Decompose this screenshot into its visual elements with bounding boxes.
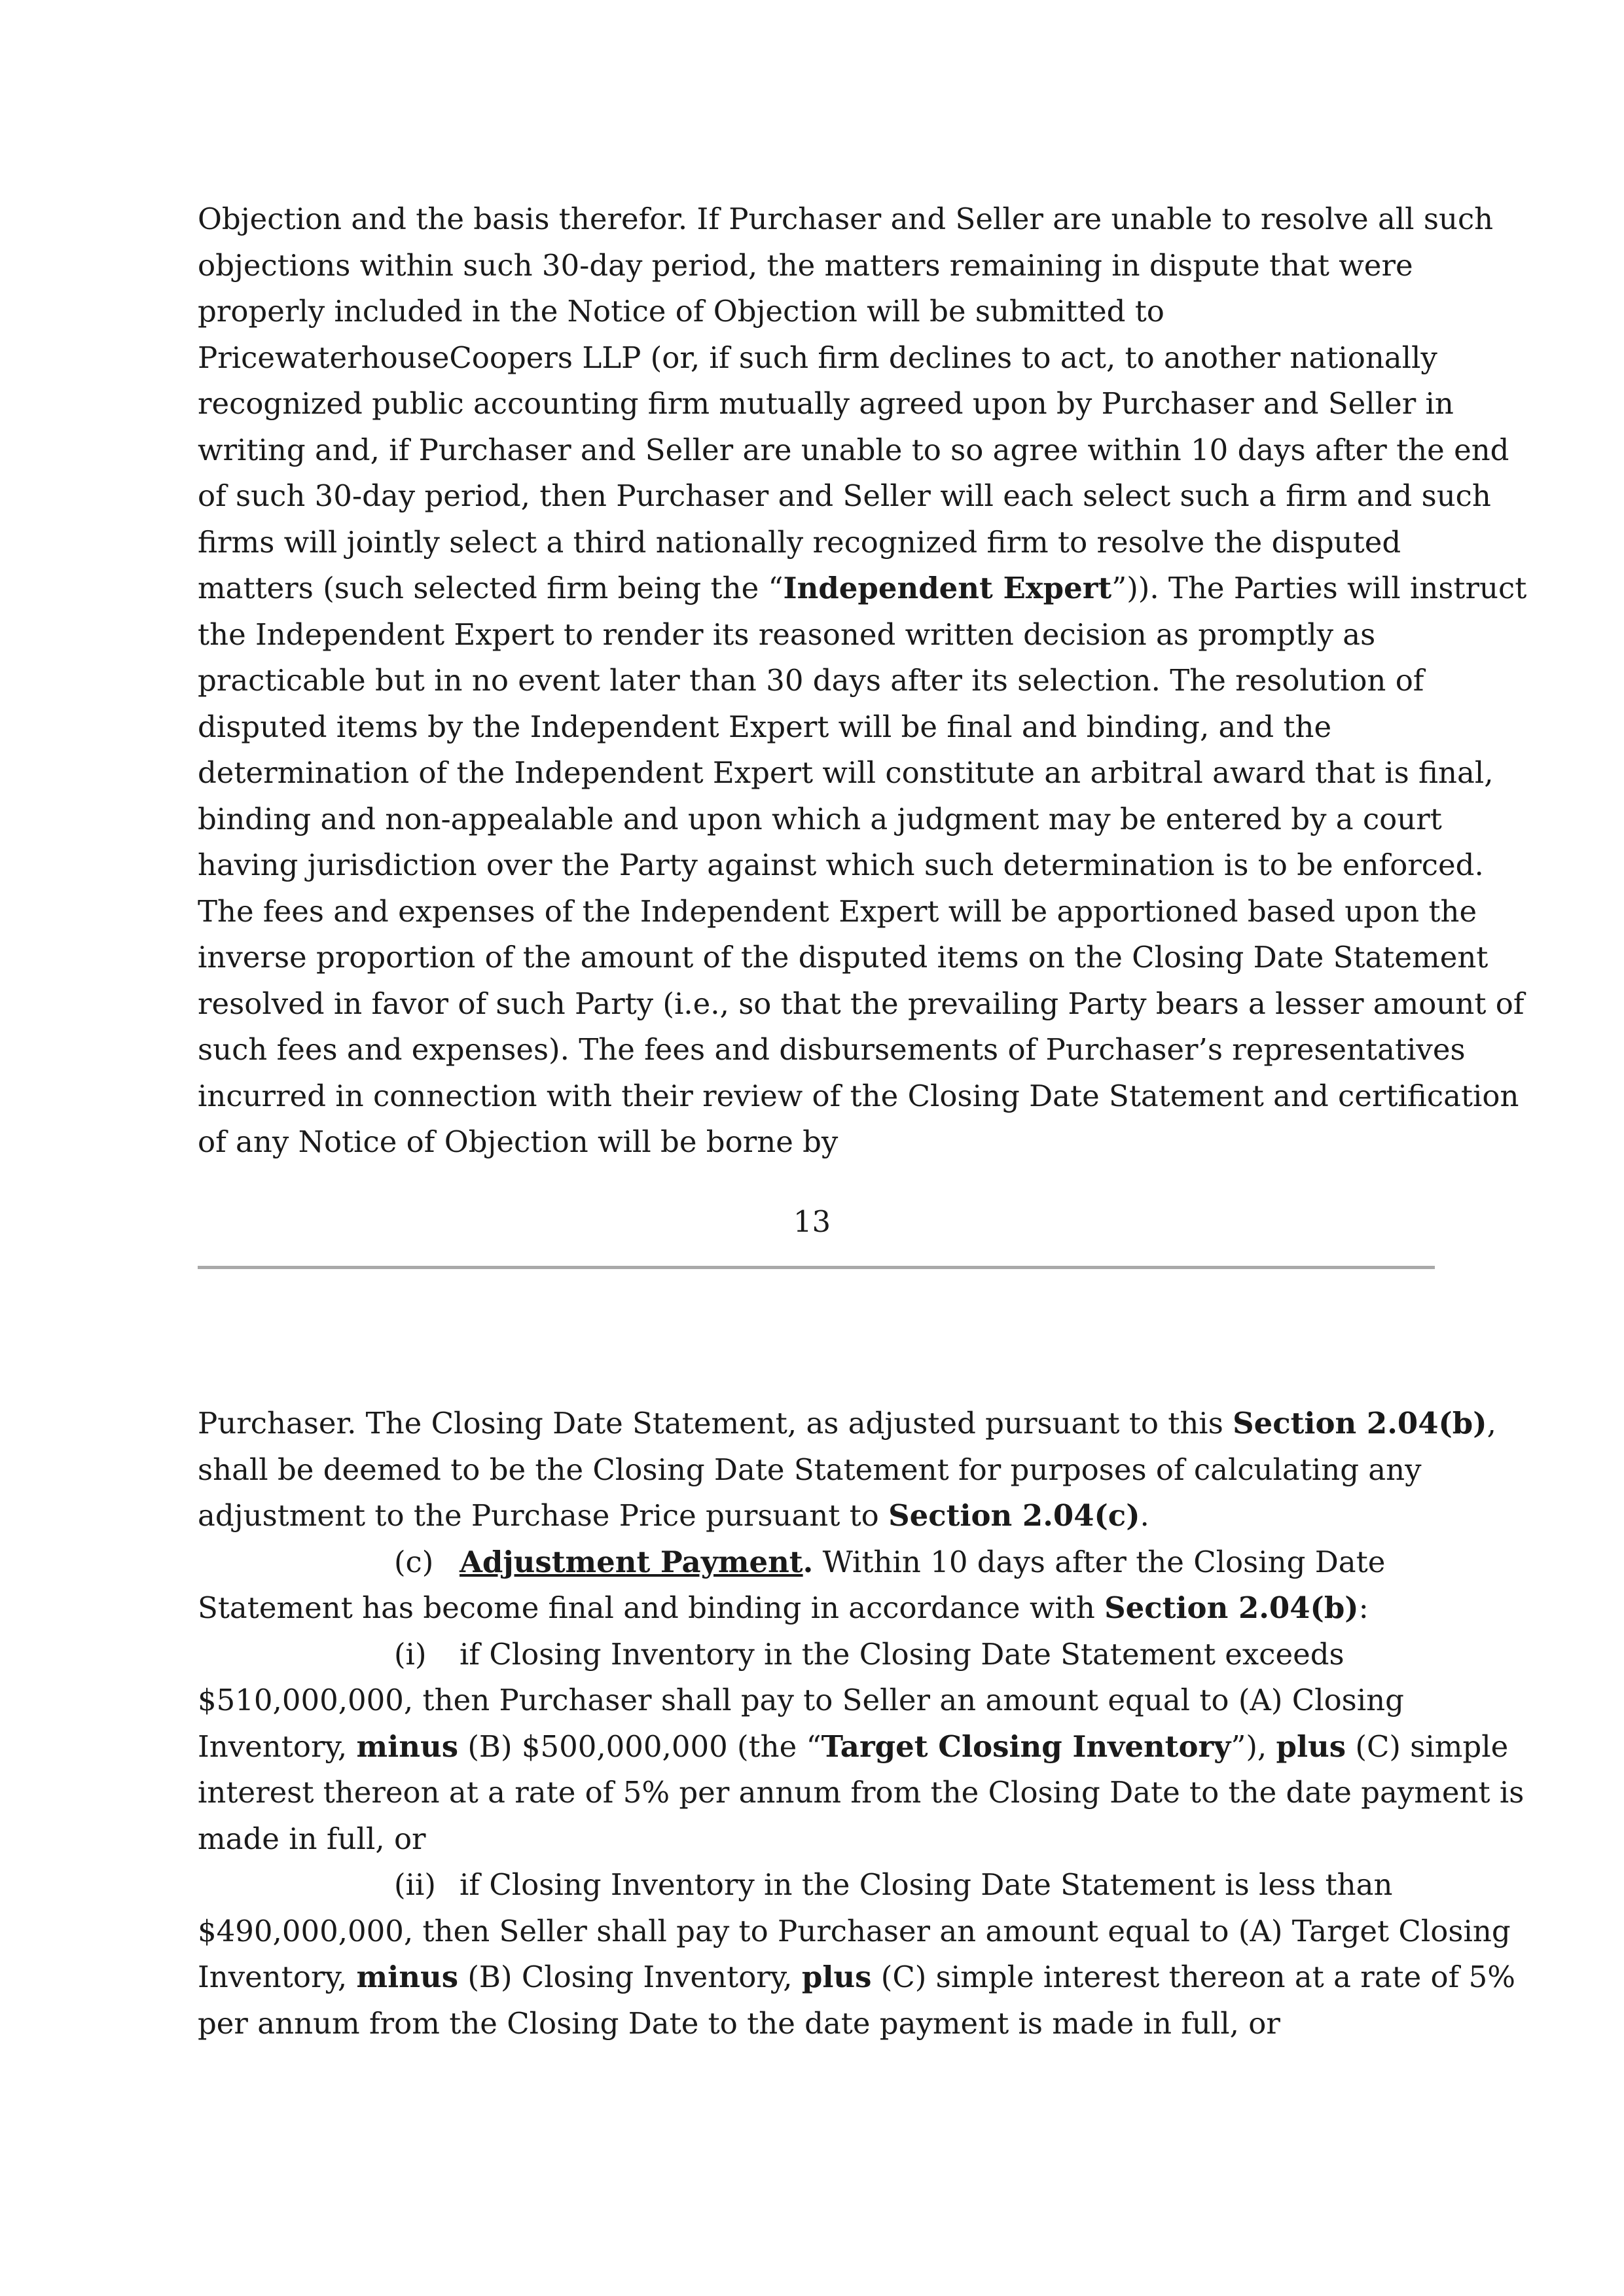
section-heading-adjustment-payment: Adjustment Payment [460,1544,803,1579]
text-line [198,1724,1509,1770]
operator-plus: plus [801,1960,872,1994]
text-run: . [1140,1498,1149,1533]
text-line: determination of the Independent Expert will constitute an arbitral award that is final, [198,755,1494,790]
text-run: if Closing Inventory in the Closing Date Statement is less than [460,1867,1393,1902]
operator-plus: plus [1276,1729,1346,1764]
text-line: incurred in connection with their review of the Closing Date Statement and certification [198,1078,1519,1113]
operator-minus: minus [356,1729,459,1764]
text-line: resolved in favor of such Party (i.e., so that the prevailing Party bears a lesser amount of [198,986,1525,1021]
text-run: if Closing Inventory in the Closing Date Statement exceeds [460,1636,1344,1672]
text-line: interest thereon at a rate of 5% per annum from the Closing Date to the date payment is [198,1775,1525,1810]
text-run: ”)). The Parties will instruct [1111,571,1527,605]
text-line: of such 30-day period, then Purchaser and Seller will each select such a firm and such [198,478,1491,513]
text-line [198,1401,1496,1447]
section-c-label: (c) [394,1544,434,1579]
text-run: Inventory, [198,1960,357,1994]
page-divider [198,1266,1435,1269]
text-line: binding and non-appealable and upon which a judgment may be entered by a court [198,801,1442,836]
text-run: adjustment to the Purchase Price pursuant to [198,1498,889,1533]
text-run: , [1487,1406,1496,1441]
text-line: Objection and the basis therefor. If Purchaser and Seller are unable to resolve all such [198,202,1494,236]
text-line: such fees and expenses). The fees and disbursements of Purchaser’s representatives [198,1032,1466,1067]
text-run: Inventory, [198,1729,357,1764]
text-run: : [1358,1590,1369,1625]
text-line: practicable but in no event later than 30 days after its selection. The resolution of [198,663,1424,698]
text-line: made in full, or [198,1821,426,1856]
section-c-heading-line [198,1539,1441,1586]
text-line: disputed items by the Independent Expert will be final and binding, and the [198,709,1332,744]
text-line [198,1585,1441,1632]
text-line: firms will jointly select a third nationally recognized firm to resolve the disputed [198,524,1401,560]
text-line: recognized public accounting firm mutually agreed upon by Purchaser and Seller in [198,386,1454,421]
text-run: Purchaser. The Closing Date Statement, as adjusted pursuant to this [198,1406,1233,1441]
text-run: matters (such selected firm being the “ [198,571,784,605]
page-number: 13 [793,1204,831,1239]
text-line [198,1493,1441,1539]
item-i-line [198,1632,1441,1678]
text-line: of any Notice of Objection will be borne by [198,1124,839,1159]
text-line: $490,000,000, then Seller shall pay to Purchaser an amount equal to (A) Target Closing [198,1913,1511,1948]
text-line: PricewaterhouseCoopers LLP (or, if such firm declines to act, to another nationally [198,340,1437,375]
text-run: Statement has become final and binding in accordance with [198,1590,1105,1625]
text-run: (C) simple [1346,1729,1509,1764]
text-run: (B) $500,000,000 (the “ [458,1729,821,1764]
body-paragraph-top [198,196,1527,1166]
text-line: having jurisdiction over the Party against which such determination is to be enforced. [198,848,1484,882]
text-run: Within 10 days after the Closing Date [813,1544,1386,1579]
text-run: (C) simple interest thereon at a rate of 5% [871,1960,1516,1994]
text-line: inverse proportion of the amount of the disputed items on the Closing Date Statement [198,940,1489,975]
body-paragraph-bottom [198,1401,1525,2047]
text-line: the Independent Expert to render its reasoned written decision as promptly as [198,617,1376,652]
item-i-label: (i) [394,1636,427,1672]
item-ii-line [198,1862,1441,1909]
text-line: $510,000,000, then Purchaser shall pay to Seller an amount equal to (A) Closing [198,1683,1404,1717]
defined-term-target-closing-inventory: Target Closing Inventory [821,1729,1231,1764]
text-line: The fees and expenses of the Independent Expert will be apportioned based upon the [198,893,1477,929]
text-line: objections within such 30-day period, the matters remaining in dispute that were [198,247,1413,283]
text-line: shall be deemed to be the Closing Date Statement for purposes of calculating any [198,1452,1422,1487]
operator-minus: minus [356,1960,459,1994]
text-run: (B) Closing Inventory, [458,1960,802,1994]
text-line: properly included in the Notice of Objection will be submitted to [198,294,1164,329]
text-line: writing and, if Purchaser and Seller are unable to so agree within 10 days after the end [198,432,1509,467]
heading-period: . [803,1544,814,1579]
defined-term-independent-expert: Independent Expert [783,571,1112,605]
section-reference: Section 2.04(b) [1104,1590,1359,1625]
section-reference: Section 2.04(b) [1233,1406,1487,1441]
text-line [198,565,1527,612]
text-run: ”), [1231,1729,1276,1764]
item-ii-label: (ii) [394,1867,436,1902]
text-line: per annum from the Closing Date to the date payment is made in full, or [198,2005,1280,2041]
section-reference: Section 2.04(c) [888,1498,1140,1533]
text-line [198,1954,1516,2001]
